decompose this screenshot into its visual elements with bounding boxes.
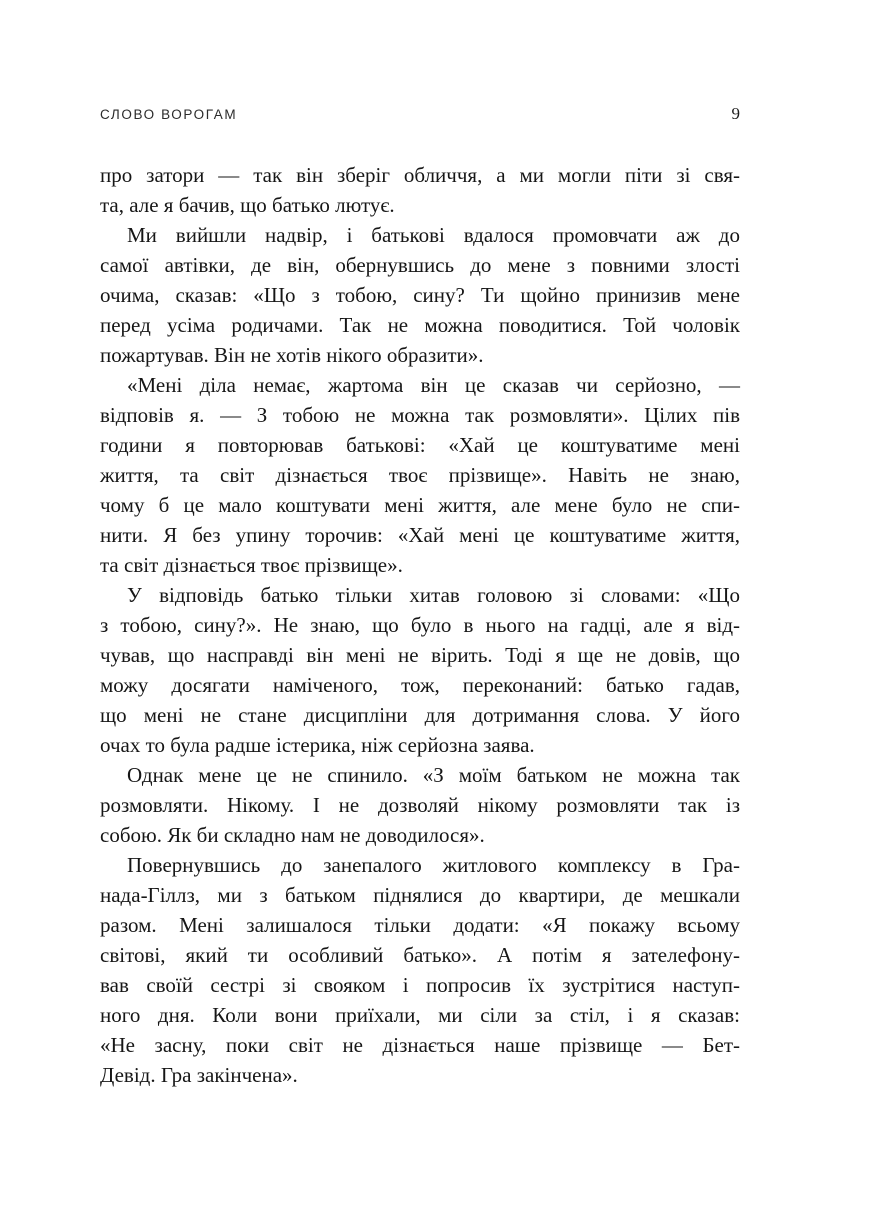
text-line: Повернувшись до занепалого житлового комплексу в Гра- xyxy=(127,853,740,877)
text-line: разом. Мені залишалося тільки додати: «Я покажу всьому xyxy=(100,913,740,937)
paragraph xyxy=(100,370,740,580)
text-line: чував, що насправді він мені не вірить. Тоді я ще не довів, що xyxy=(100,643,740,667)
text-line: про затори — так він зберіг обличчя, а ми могли піти зі свя- xyxy=(100,163,740,187)
text-line: У відповідь батько тільки хитав головою зі словами: «Що xyxy=(127,583,740,607)
page-body xyxy=(100,160,740,1090)
page-header xyxy=(100,104,740,124)
paragraph xyxy=(100,160,740,220)
text-line: можу досягати наміченого, тож, переконаний: батько гадав, xyxy=(100,673,740,697)
text-line: чому б це мало коштувати мені життя, але мене було не спи- xyxy=(100,493,740,517)
text-line: години я повторював батькові: «Хай це коштуватиме мені xyxy=(100,433,740,457)
paragraph xyxy=(100,220,740,370)
text-line: що мені не стане дисципліни для дотримання слова. У його xyxy=(100,703,740,727)
text-line: перед усіма родичами. Так не можна поводитися. Той чоловік xyxy=(100,313,740,337)
text-line: ного дня. Коли вони приїхали, ми сіли за стіл, і я сказав: xyxy=(100,1003,740,1027)
text-line: Ми вийшли надвір, і батькові вдалося промовчати аж до xyxy=(127,223,740,247)
text-line: Девід. Гра закінчена». xyxy=(100,1063,298,1087)
text-line: нити. Я без упину торочив: «Хай мені це коштуватиме життя, xyxy=(100,523,740,547)
text-line: життя, та світ дізнається твоє прізвище». Навіть не знаю, xyxy=(100,463,740,487)
text-line: нада-Гіллз, ми з батьком піднялися до квартири, де мешкали xyxy=(100,883,740,907)
text-line: з тобою, сину?». Не знаю, що було в нього на гадці, але я від- xyxy=(100,613,740,637)
text-line: очима, сказав: «Що з тобою, сину? Ти щойно принизив мене xyxy=(100,283,740,307)
text-line: вав своїй сестрі зі свояком і попросив їх зустрітися наступ- xyxy=(100,973,740,997)
running-title: СЛОВО ВОРОГАМ xyxy=(100,107,238,122)
text-line: пожартував. Він не хотів нікого образити». xyxy=(100,343,484,367)
page-number: 9 xyxy=(731,104,740,123)
text-line: розмовляти. Нікому. І не дозволяй нікому розмовляти так із xyxy=(100,793,740,817)
text-line: собою. Як би складно нам не доводилося». xyxy=(100,823,485,847)
text-line: самої автівки, де він, обернувшись до мене з повними злості xyxy=(100,253,740,277)
text-line: відповів я. — З тобою не можна так розмовляти». Цілих пів xyxy=(100,403,740,427)
text-line: та, але я бачив, що батько лютує. xyxy=(100,193,395,217)
text-line: «Мені діла немає, жартома він це сказав чи серйозно, — xyxy=(127,373,740,397)
text-line: «Не засну, поки світ не дізнається наше прізвище — Бет- xyxy=(100,1033,740,1057)
text-line: Однак мене це не спинило. «З моїм батьком не можна так xyxy=(127,763,740,787)
paragraph xyxy=(100,580,740,760)
text-line: та світ дізнається твоє прізвище». xyxy=(100,553,403,577)
paragraph xyxy=(100,850,740,1090)
text-line: очах то була радше істерика, ніж серйозна заява. xyxy=(100,733,535,757)
text-line: світові, який ти особливий батько». А потім я зателефону- xyxy=(100,943,740,967)
paragraph xyxy=(100,760,740,850)
